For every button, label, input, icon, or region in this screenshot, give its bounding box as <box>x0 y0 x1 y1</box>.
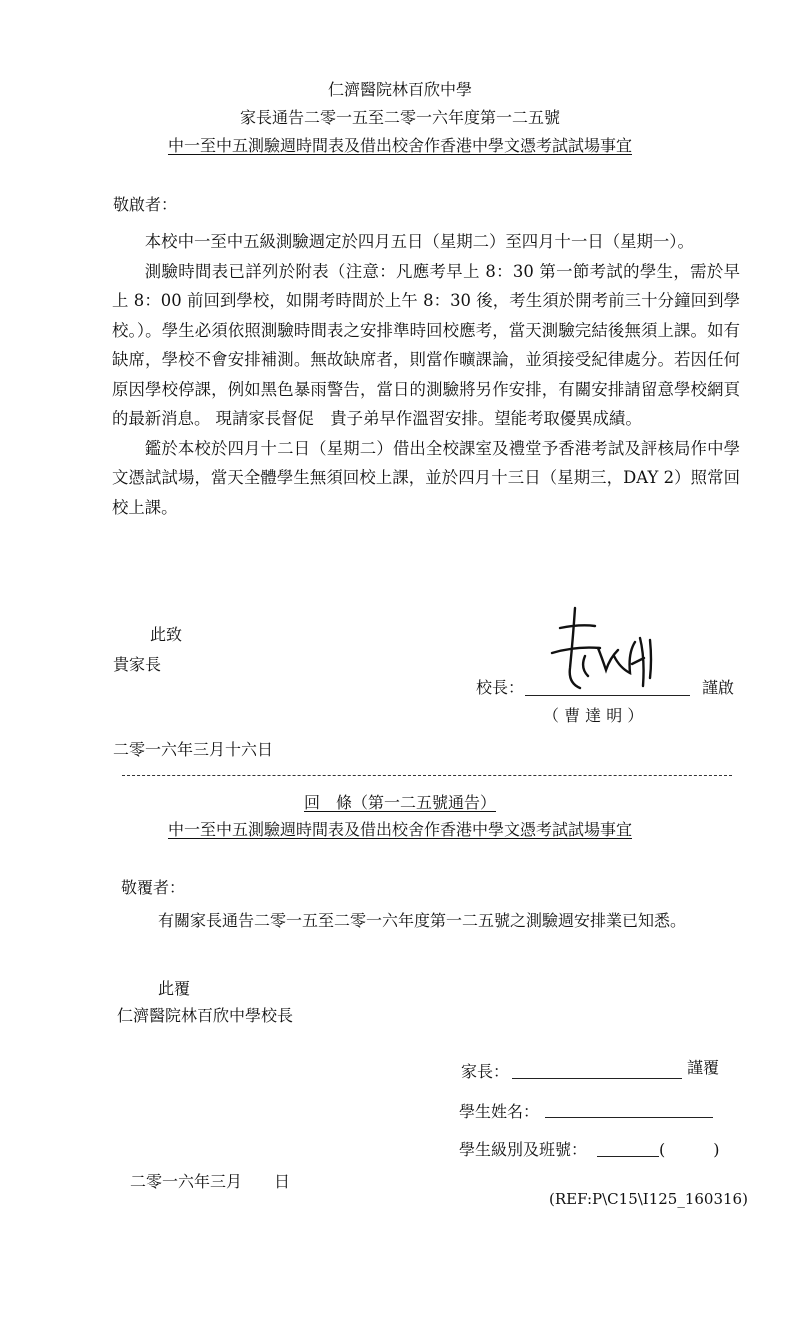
class-label: 學生級別及班號： <box>459 1140 588 1159</box>
student-name-field[interactable] <box>545 1117 713 1118</box>
notice-body <box>112 227 740 522</box>
notice-number: 家長通告二零一五至二零一六年度第一二五號 <box>239 108 560 127</box>
reply-subject-text: 中一至中五測驗週時間表及借出校舍作香港中學文憑考試試場事宜 <box>167 820 632 839</box>
reply-subject <box>0 820 800 840</box>
school-name: 仁濟醫院林百欣中學 <box>327 80 472 99</box>
body-paragraph-3: 鑑於本校於四月十二日（星期二）借出全校課室及禮堂予香港考試及評核局作中學文憑試試場，當天全體學生無須回校上課，並於四月十三日（星期三，DAY 2）照常回校上課。 <box>112 438 740 517</box>
reply-recipient: 仁濟醫院林百欣中學校長 <box>117 1006 294 1025</box>
reply-title-text: 回 條（第一二五號通告） <box>303 793 496 812</box>
principal-name: （ 曹 達 明 ） <box>543 706 644 725</box>
body-paragraph-2: 測驗時間表已詳列於附表（注意：凡應考早上 8：30 第一節考試的學生，需於早上 8：00 前回到學校，如開考時間於上午 8：30 後，考生須於開考前三十分鐘回到學校。）。學生必須依照測驗時間表之安排準時回校應考，當天測驗完結後無須上課。如有缺席，學校不會安排補測。無故缺席者，則當作曠課論，並須接受紀律處分。若因任何原因學校停課，例如黑色暴雨警告，當日的測驗將另作安排，有關安排請留意學校網頁的最新消息。 現請家長督促 貴子弟早作溫習安排。望能考取優異成績。 <box>112 261 740 428</box>
salutation: 敬啟者： <box>113 195 178 214</box>
jin-fu: 謹覆 <box>687 1058 720 1077</box>
notice-subject <box>0 136 800 156</box>
class-bracket: ( ) <box>659 1140 720 1159</box>
parent-signature-field[interactable] <box>512 1078 682 1079</box>
tear-off-line <box>122 775 732 776</box>
ci-fu: 此覆 <box>158 979 191 998</box>
notice-date: 二零一六年三月十六日 <box>113 740 274 759</box>
principal-label: 校長： <box>476 678 525 697</box>
notice-subject-text: 中一至中五測驗週時間表及借出校舍作香港中學文憑考試試場事宜 <box>167 136 632 155</box>
student-name-label: 學生姓名： <box>459 1102 540 1121</box>
reply-salutation: 敬覆者： <box>121 878 186 897</box>
ci-zhi: 此致 <box>150 625 183 644</box>
parent-label: 家長： <box>461 1062 510 1081</box>
reference-code: (REF:P\C15\I125_160316) <box>549 1190 748 1208</box>
class-number-field[interactable] <box>597 1156 659 1157</box>
body-paragraph-1: 本校中一至中五級測驗週定於四月五日（星期二）至四月十一日（星期一）。 <box>144 232 694 251</box>
reply-date: 二零一六年三月 日 <box>130 1172 291 1191</box>
principal-signature <box>540 598 680 698</box>
recipient: 貴家長 <box>113 655 162 674</box>
jin-qi: 謹啟 <box>702 678 735 697</box>
reply-statement: 有關家長通告二零一五至二零一六年度第一二五號之測驗週安排業已知悉。 <box>158 911 687 930</box>
reply-title <box>0 793 800 813</box>
